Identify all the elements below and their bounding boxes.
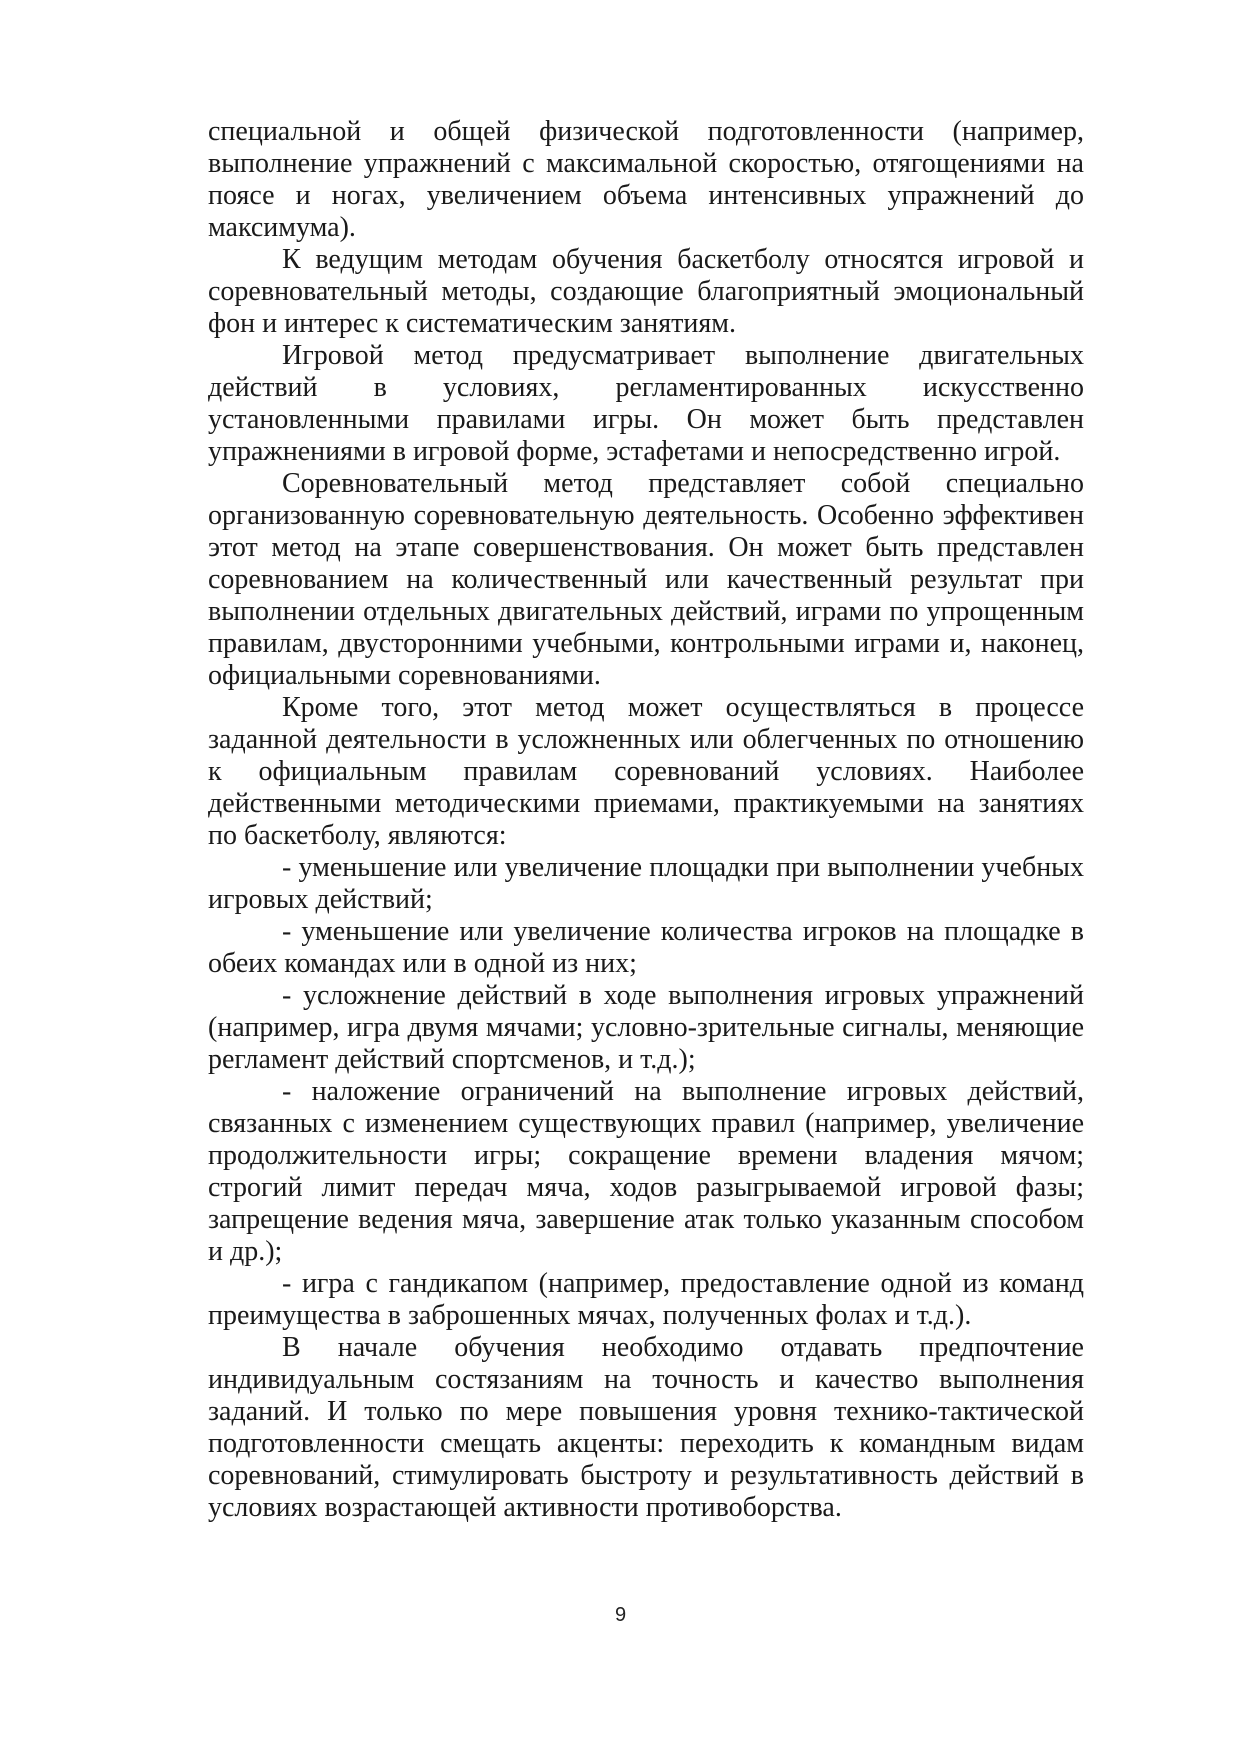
body-text (208, 116, 1084, 1524)
paragraph-method-conditions: Кроме того, этот метод может осуществляться в процессе заданной деятельности в усложненных или облегченных по отношению к официальным правилам соревнований условиях. Наиболее действенными методическими приемами, практикуемыми на занятиях по баскетболу, являются: (208, 692, 1084, 851)
list-item-court-size: - уменьшение или увеличение площадки при выполнении учебных игровых действий; (208, 852, 1084, 915)
paragraph-competitive-method: Соревновательный метод представляет собой специально организованную соревновательную деятельность. Особенно эффективен этот метод на этапе совершенствования. Он может быть представлен соревнованием на количественный или качественный результат при выполнении отдельных двигательных действий, играми по упрощенным правилам, двусторонними учебными, контрольными играми и, наконец, официальными соревнованиями. (208, 468, 1084, 691)
list-item-player-count: - уменьшение или увеличение количества игроков на площадке в обеих командах или в одной из них; (208, 916, 1084, 979)
list-item-complication: - усложнение действий в ходе выполнения игровых упражнений (например, игра двумя мячами; условно-зрительные сигналы, меняющие регламент действий спортсменов, и т.д.); (208, 980, 1084, 1075)
paragraph-training-start: В начале обучения необходимо отдавать предпочтение индивидуальным состязаниям на точность и качество выполнения заданий. И только по мере повышения уровня технико-тактической подготовленности смещать акценты: переходить к командным видам соревнований, стимулировать быстроту и результативность действий в условиях возрастающей активности противоборства. (208, 1332, 1084, 1523)
paragraph-game-method: Игровой метод предусматривает выполнение двигательных действий в условиях, регламентированных искусственно установленными правилами игры. Он может быть представлен упражнениями в игровой форме, эстафетами и непосредственно игрой. (208, 340, 1084, 467)
list-item-handicap: - игра с гандикапом (например, предоставление одной из команд преимущества в заброшенных мячах, полученных фолах и т.д.). (208, 1268, 1084, 1331)
paragraph-continuation: специальной и общей физической подготовленности (например, выполнение упражнений с максимальной скоростью, отягощениями на поясе и ногах, увеличением объема интенсивных упражнений до максимума). (208, 116, 1084, 243)
paragraph-leading-methods: К ведущим методам обучения баскетболу относятся игровой и соревновательный методы, создающие благоприятный эмоциональный фон и интерес к систематическим занятиям. (208, 244, 1084, 339)
list-item-restrictions: - наложение ограничений на выполнение игровых действий, связанных с изменением существующих правил (например, увеличение продолжительности игры; сокращение времени владения мячом; строгий лимит передач мяча, ходов разыгрываемой игровой фазы; запрещение ведения мяча, завершение атак только указанным способом и др.); (208, 1076, 1084, 1267)
page-number: 9 (614, 1604, 627, 1626)
